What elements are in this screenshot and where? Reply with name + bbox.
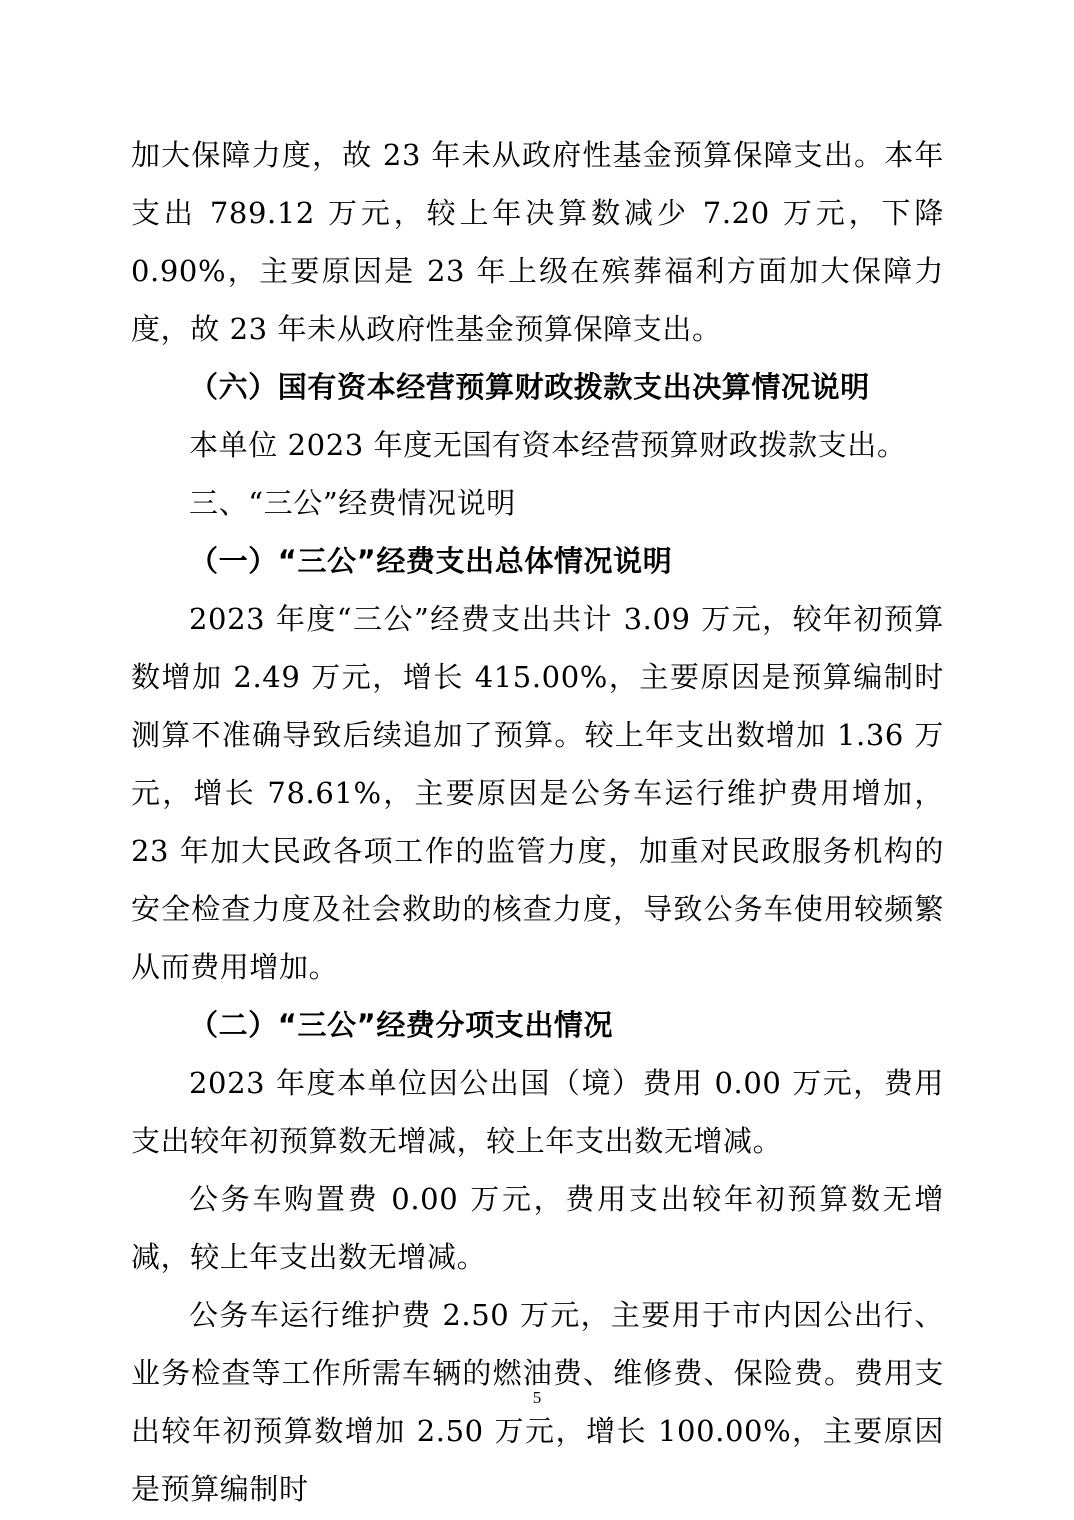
section-heading-three: 三、“三公”经费情况说明 <box>189 486 516 520</box>
subsection-heading-2: （二）“三公”经费分项支出情况 <box>189 1008 614 1042</box>
paragraph-three-public-overall: 2023 年度“三公”经费支出共计 3.09 万元，较年初预算数增加 2.49 万元，增长 415.00%，主要原因是预算编制时测算不准确导致后续追加了预算。较上年支出数增加 1.36 万元，增长 78.61%，主要原因是公务车运行维护费用增加，23 年加大民政各项工作的监管力度，加重对民政服务机构的安全检查力度及社会救助的核查力度，导致公务车使用较频繁从而费用增加。 <box>131 602 944 984</box>
paragraph-continuation: 加大保障力度，故 23 年未从政府性基金预算保障支出。本年支出 789.12 万元，较上年决算数减少 7.20 万元，下降 0.90%，主要原因是 23 年上级在殡葬福利方面加大保障力度，故 23 年未从政府性基金预算保障支出。 <box>131 138 944 346</box>
paragraph-vehicle-purchase: 公务车购置费 0.00 万元，费用支出较年初预算数无增减，较上年支出数无增减。 <box>131 1182 944 1274</box>
document-body <box>131 126 944 1518</box>
paragraph-state-capital: 本单位 2023 年度无国有资本经营预算财政拨款支出。 <box>189 428 907 462</box>
paragraph-vehicle-operation: 公务车运行维护费 2.50 万元，主要用于市内因公出行、业务检查等工作所需车辆的燃油费、维修费、保险费。费用支出较年初预算数增加 2.50 万元，增长 100.00%，主要原因是预算编制时 <box>131 1298 944 1506</box>
page-number: 5 <box>532 1388 542 1407</box>
section-heading-6: （六）国有资本经营预算财政拨款支出决算情况说明 <box>189 370 870 404</box>
paragraph-overseas-travel: 2023 年度本单位因公出国（境）费用 0.00 万元，费用支出较年初预算数无增减，较上年支出数无增减。 <box>131 1066 944 1158</box>
subsection-heading-1: （一）“三公”经费支出总体情况说明 <box>189 544 673 578</box>
